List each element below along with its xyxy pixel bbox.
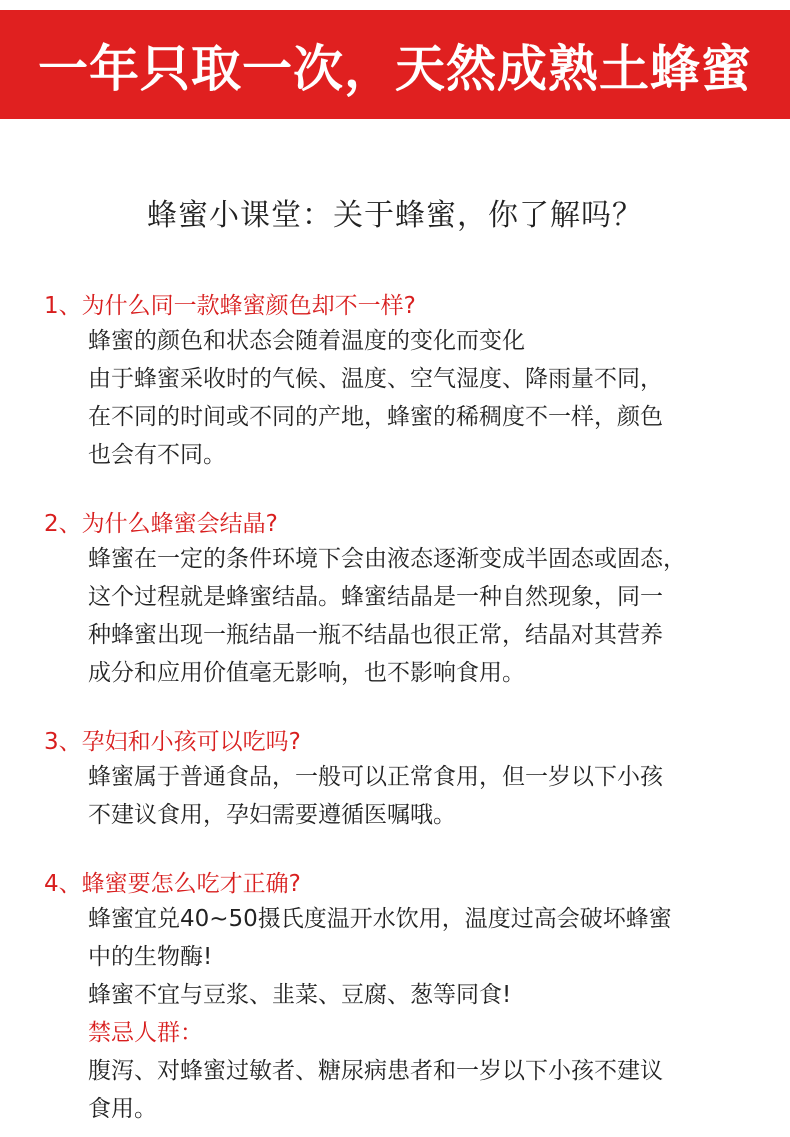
banner-title: 一年只取一次，天然成熟土蜂蜜 bbox=[38, 39, 752, 98]
qa-item-1 bbox=[44, 290, 764, 474]
question-4: 4、蜂蜜要怎么吃才正确? bbox=[44, 871, 301, 897]
question-3: 3、孕妇和小孩可以吃吗? bbox=[44, 729, 301, 755]
top-margin bbox=[0, 0, 790, 10]
answer-3-line-2: 不建议食用，孕妇需要遵循医嘱哦。 bbox=[88, 802, 456, 828]
contraindication-label: 禁忌人群： bbox=[88, 1020, 203, 1046]
question-1: 1、为什么同一款蜂蜜颜色却不一样? bbox=[44, 293, 416, 319]
header-banner bbox=[0, 10, 790, 119]
qa-item-2 bbox=[44, 508, 764, 692]
answer-1-line-3: 在不同的时间或不同的产地，蜂蜜的稀稠度不一样，颜色 bbox=[88, 404, 663, 430]
answer-4-line-6: 食用。 bbox=[88, 1096, 157, 1122]
answer-1-line-2: 由于蜂蜜采收时的气候、温度、空气湿度、降雨量不同， bbox=[88, 366, 663, 392]
qa-item-4 bbox=[44, 868, 764, 1128]
answer-4-line-1: 蜂蜜宜兑40~50摄氏度温开水饮用，温度过高会破坏蜂蜜 bbox=[88, 906, 672, 932]
answer-4-line-5: 腹泻、对蜂蜜过敏者、糖尿病患者和一岁以下小孩不建议 bbox=[88, 1058, 663, 1084]
answer-2-line-1: 蜂蜜在一定的条件环境下会由液态逐渐变成半固态或固态， bbox=[88, 546, 686, 572]
answer-4-line-3: 蜂蜜不宜与豆浆、韭菜、豆腐、葱等同食! bbox=[88, 982, 512, 1008]
qa-item-3 bbox=[44, 726, 764, 834]
answer-1-line-1: 蜂蜜的颜色和状态会随着温度的变化而变化 bbox=[88, 328, 525, 354]
answer-2-line-2: 这个过程就是蜂蜜结晶。蜂蜜结晶是一种自然现象，同一 bbox=[88, 584, 663, 610]
answer-4-line-2: 中的生物酶! bbox=[88, 944, 213, 970]
page-subtitle: 蜂蜜小课堂：关于蜂蜜，你了解吗？ bbox=[147, 198, 643, 233]
answer-2-line-4: 成分和应用价值毫无影响，也不影响食用。 bbox=[88, 660, 525, 686]
question-2: 2、为什么蜂蜜会结晶? bbox=[44, 511, 278, 537]
answer-2-line-3: 种蜂蜜出现一瓶结晶一瓶不结晶也很正常，结晶对其营养 bbox=[88, 622, 663, 648]
answer-1-line-4: 也会有不同。 bbox=[88, 442, 226, 468]
answer-3-line-1: 蜂蜜属于普通食品，一般可以正常食用，但一岁以下小孩 bbox=[88, 764, 663, 790]
